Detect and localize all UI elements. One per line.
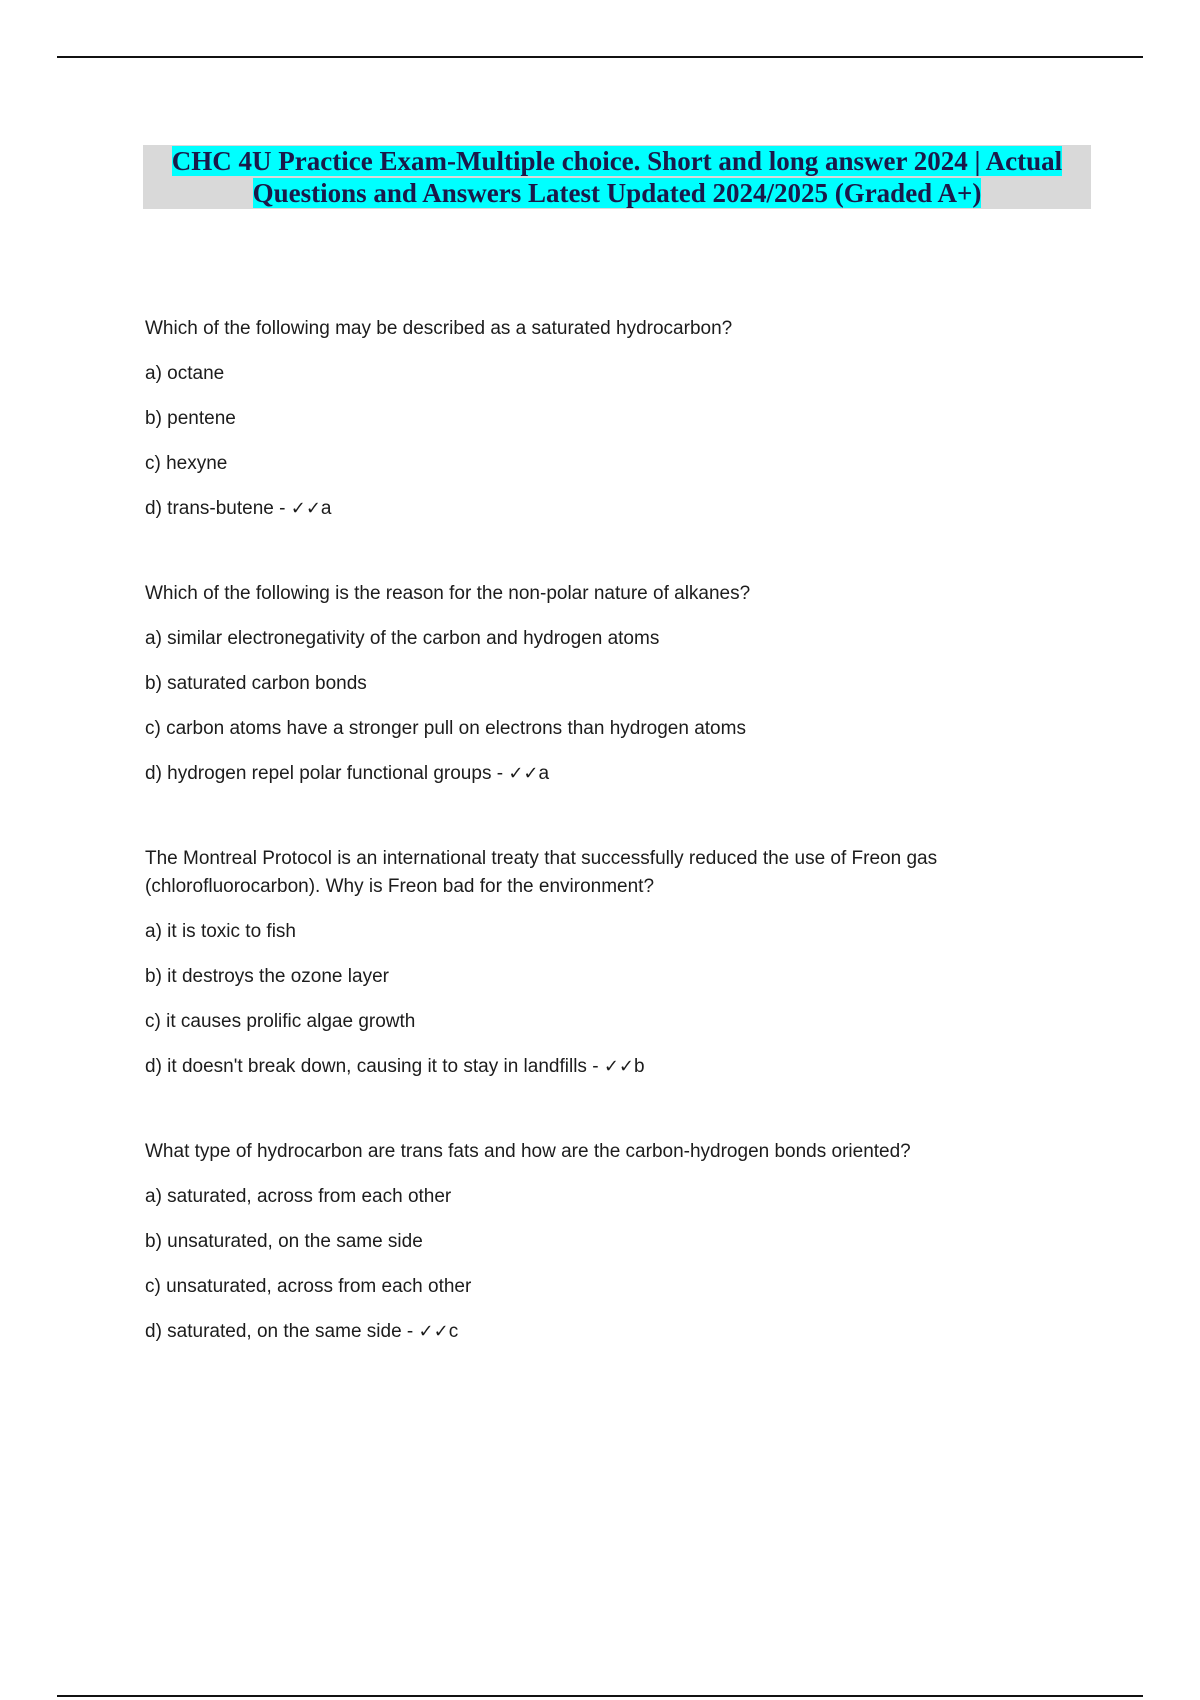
option-a: a) saturated, across from each other xyxy=(145,1186,452,1207)
option-d-text: d) it doesn't break down, causing it to stay in landfills - xyxy=(145,1056,604,1077)
answer-key: b xyxy=(633,1056,645,1077)
option-d-text: d) hydrogen repel polar functional groups - xyxy=(145,763,509,784)
option-d xyxy=(145,760,1045,788)
document-title xyxy=(143,145,1091,209)
title-line-2: Questions and Answers Latest Updated 2024/2025 (Graded A+) xyxy=(252,178,982,208)
option-b: b) unsaturated, on the same side xyxy=(145,1231,423,1252)
option-b: b) pentene xyxy=(145,408,236,429)
answer-key: a xyxy=(320,498,332,519)
checkmark-icon: ✓✓ xyxy=(290,498,321,519)
option-d xyxy=(145,1318,1045,1346)
question-3 xyxy=(145,845,1045,1081)
question-4 xyxy=(145,1138,1045,1346)
option-a: a) similar electronegativity of the carbon and hydrogen atoms xyxy=(145,628,660,649)
question-text: The Montreal Protocol is an international treaty that successfully reduced the use of Freon gas (chlorofluorocarbon). Why is Freon bad for the environment? xyxy=(145,848,938,897)
option-d xyxy=(145,495,1045,523)
question-1 xyxy=(145,315,1045,523)
footer-rule xyxy=(57,1695,1143,1697)
answer-key: a xyxy=(538,763,550,784)
option-c: c) carbon atoms have a stronger pull on electrons than hydrogen atoms xyxy=(145,718,746,739)
option-d-text: d) saturated, on the same side - xyxy=(145,1321,419,1342)
checkmark-icon: ✓✓ xyxy=(418,1321,449,1342)
option-d-text: d) trans-butene - xyxy=(145,498,291,519)
header-rule xyxy=(57,56,1143,58)
option-b: b) saturated carbon bonds xyxy=(145,673,367,694)
answer-key: c xyxy=(448,1321,459,1342)
question-2 xyxy=(145,580,1045,788)
option-b: b) it destroys the ozone layer xyxy=(145,966,389,987)
option-a: a) octane xyxy=(145,363,225,384)
checkmark-icon: ✓✓ xyxy=(508,763,539,784)
question-list xyxy=(145,315,1045,1403)
question-text: Which of the following may be described as a saturated hydrocarbon? xyxy=(145,318,733,339)
option-d xyxy=(145,1053,1045,1081)
question-text: Which of the following is the reason for the non-polar nature of alkanes? xyxy=(145,583,751,604)
option-c: c) it causes prolific algae growth xyxy=(145,1011,416,1032)
option-a: a) it is toxic to fish xyxy=(145,921,296,942)
question-text: What type of hydrocarbon are trans fats and how are the carbon-hydrogen bonds oriented? xyxy=(145,1141,911,1162)
option-c: c) unsaturated, across from each other xyxy=(145,1276,472,1297)
title-line-1: CHC 4U Practice Exam-Multiple choice. Short and long answer 2024 | Actual xyxy=(171,146,1063,176)
checkmark-icon: ✓✓ xyxy=(603,1056,634,1077)
option-c: c) hexyne xyxy=(145,453,228,474)
